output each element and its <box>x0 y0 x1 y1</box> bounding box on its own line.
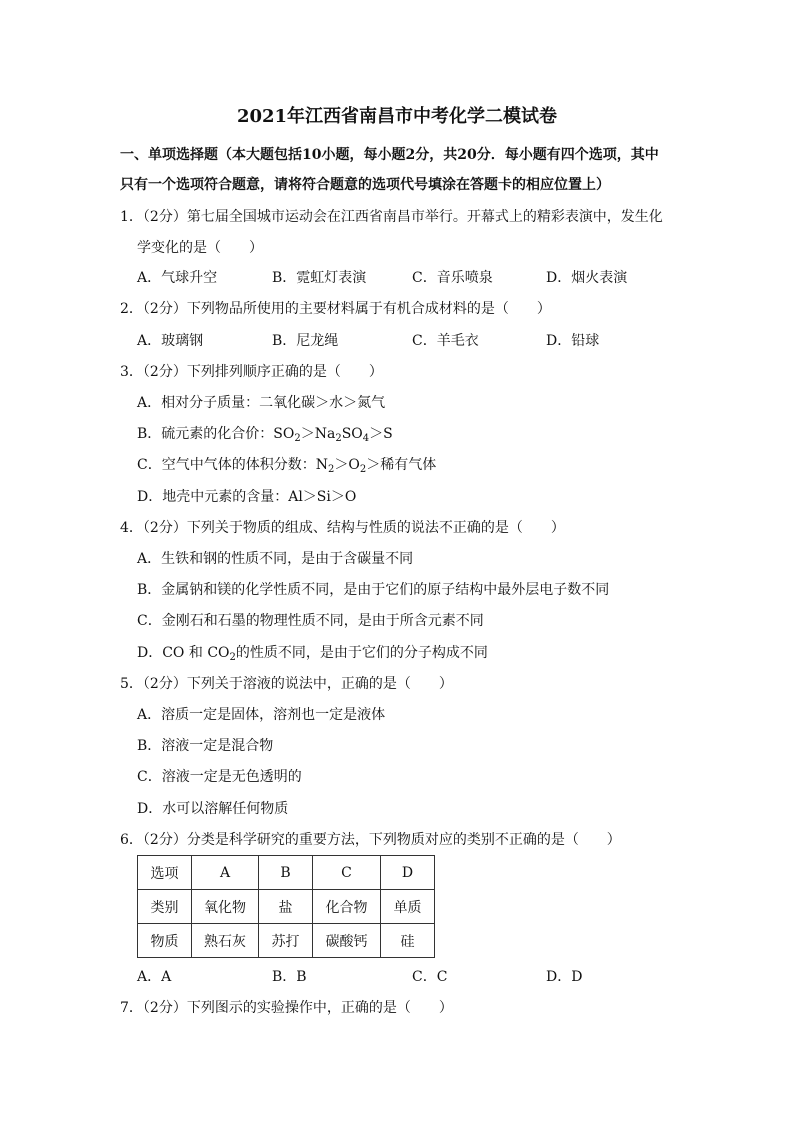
table-row <box>138 890 435 924</box>
q6-option-d: D．D <box>546 969 583 985</box>
table-cell: A <box>192 856 259 890</box>
q4-option-c: C．金刚石和石墨的物理性质不同，是由于所含元素不同 <box>137 613 484 629</box>
q1-option-c: C．音乐喷泉 <box>412 270 493 286</box>
q6-option-c: C．C <box>412 969 448 985</box>
table-cell: 熟石灰 <box>192 924 259 958</box>
q4-stem: 4．（2分）下列关于物质的组成、结构与性质的说法不正确的是（ ） <box>120 520 565 536</box>
table-cell: 物质 <box>138 924 192 958</box>
table-cell: 选项 <box>138 856 192 890</box>
table-cell: 化合物 <box>313 890 381 924</box>
q4-option-a: A．生铁和钢的性质不同，是由于含碳量不同 <box>137 551 414 567</box>
q3-option-d: D．地壳中元素的含量：Al＞Si＞O <box>137 489 357 505</box>
q2-option-a: A．玻璃钢 <box>137 333 204 349</box>
section-heading <box>120 140 680 200</box>
q5-option-b: B．溶液一定是混合物 <box>137 738 274 754</box>
table-cell: C <box>313 856 381 890</box>
q5-option-c: C．溶液一定是无色透明的 <box>137 769 302 785</box>
q6-option-b: B．B <box>272 969 307 985</box>
q4-option-b: B．金属钠和镁的化学性质不同，是由于它们的原子结构中最外层电子数不同 <box>137 582 610 598</box>
q1-stem-line1: 1．（2分）第七届全国城市运动会在江西省南昌市举行。开幕式上的精彩表演中，发生化 <box>120 209 663 225</box>
section-heading-line1: 一、单项选择题（本大题包括10小题，每小题2分，共20分．每小题有四个选项，其中 <box>120 147 659 163</box>
q5-stem: 5．（2分）下列关于溶液的说法中，正确的是（ ） <box>120 676 453 692</box>
q3-option-b: B．硫元素的化合价：$SO_2>Na_2SO_4>S$ <box>137 426 393 444</box>
q3-option-a: A．相对分子质量：二氧化碳＞水＞氮气 <box>137 395 386 411</box>
table-row <box>138 924 435 958</box>
table-cell: 硅 <box>381 924 435 958</box>
q2-option-d: D．铅球 <box>546 333 600 349</box>
q4-option-d: D．CO 和 $CO_2$的性质不同，是由于它们的分子构成不同 <box>137 645 488 663</box>
table-cell: 氧化物 <box>192 890 259 924</box>
q6-stem: 6．（2分）分类是科学研究的重要方法，下列物质对应的类别不正确的是（ ） <box>120 832 621 848</box>
table-cell: D <box>381 856 435 890</box>
table-cell: 碳酸钙 <box>313 924 381 958</box>
q3-option-c: C．空气中气体的体积分数：$N_2>O_2>$稀有气体 <box>137 457 437 475</box>
table-row <box>138 856 435 890</box>
q5-option-d: D．水可以溶解任何物质 <box>137 801 289 817</box>
table-cell: 类别 <box>138 890 192 924</box>
table-cell: 单质 <box>381 890 435 924</box>
q1-stem-line2: 学变化的是（ ） <box>137 240 263 256</box>
q2-stem: 2．（2分）下列物品所使用的主要材料属于有机合成材料的是（ ） <box>120 301 551 317</box>
q3-stem: 3．（2分）下列排列顺序正确的是（ ） <box>120 364 383 380</box>
table-cell: B <box>259 856 313 890</box>
q6-table <box>137 855 435 958</box>
q5-option-a: A．溶质一定是固体，溶剂也一定是液体 <box>137 707 386 723</box>
q6-option-a: A．A <box>137 969 172 985</box>
section-heading-line2: 只有一个选项符合题意，请将符合题意的选项代号填涂在答题卡的相应位置上） <box>120 177 610 193</box>
q7-stem: 7．（2分）下列图示的实验操作中，正确的是（ ） <box>120 1000 453 1016</box>
q1-option-b: B．霓虹灯表演 <box>272 270 367 286</box>
q1-option-a: A．气球升空 <box>137 270 218 286</box>
page-title: 2021年江西省南昌市中考化学二模试卷 <box>236 106 558 127</box>
table-cell: 苏打 <box>259 924 313 958</box>
q2-option-b: B．尼龙绳 <box>272 333 339 349</box>
q1-option-d: D．烟火表演 <box>546 270 628 286</box>
q2-option-c: C．羊毛衣 <box>412 333 479 349</box>
table-cell: 盐 <box>259 890 313 924</box>
